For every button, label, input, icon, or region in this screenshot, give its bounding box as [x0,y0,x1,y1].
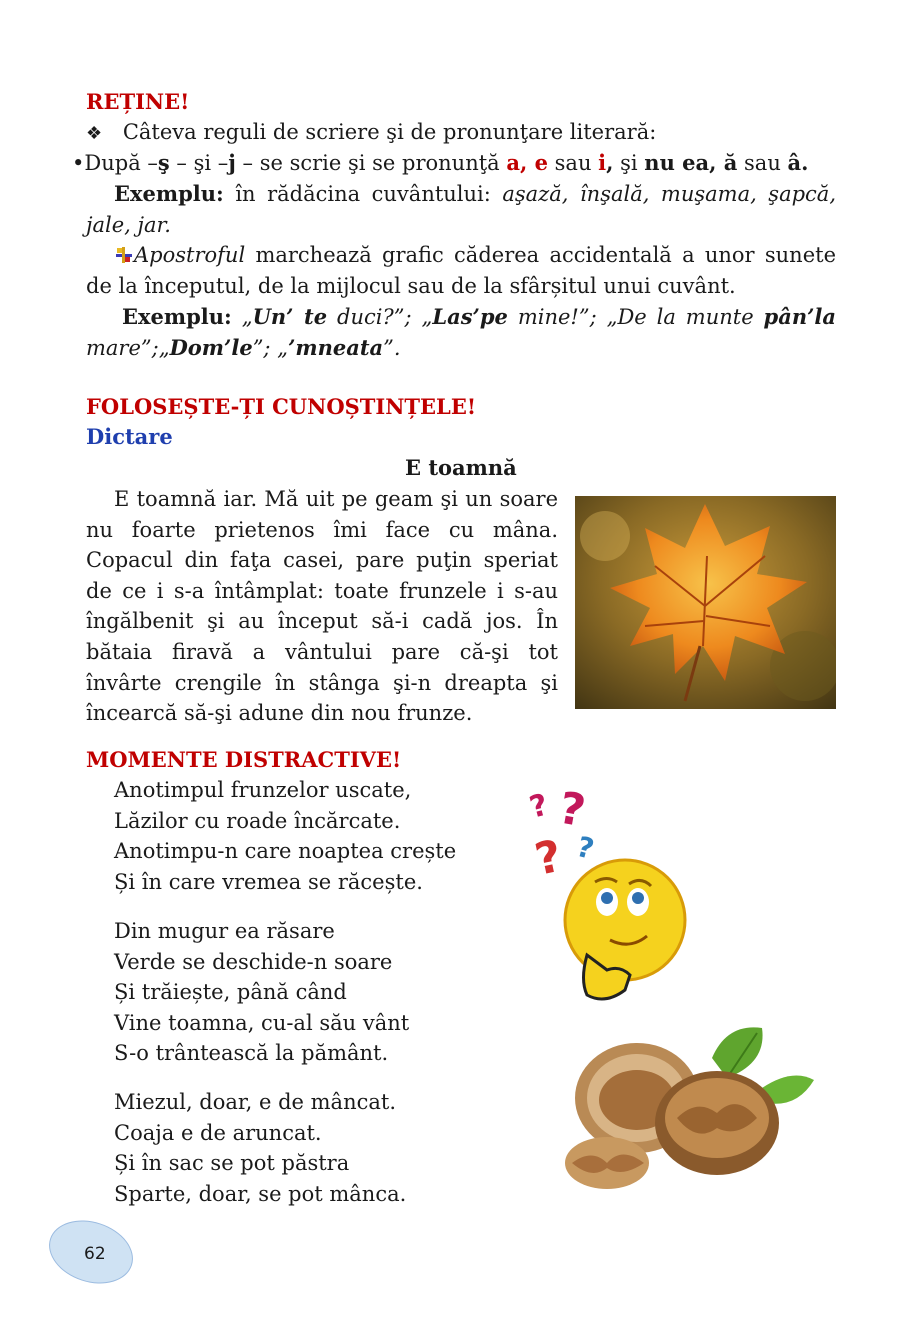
apostrophe-line2: de la începutul, de la mijlocul sau de la sfârșitul unui cuvânt. [86,274,736,298]
svg-text:?: ? [530,830,567,886]
poem-line: Verde se deschide-n soare [114,949,393,974]
dot-bullet-icon: • [72,151,85,175]
dictare-subheading: Dictare [86,424,173,449]
poem-line: Și trăiește, până când [114,980,347,1004]
example1-line2: jale, jar. [86,213,171,237]
poem-line: Anotimpul frunzelor uscate, [114,778,412,802]
foloseste-heading: FOLOSEȘTE-ȚI CUNOȘTINȚELE! [86,394,477,419]
poem-line: Miezul, doar, e de mâncat. [114,1090,396,1114]
momente-heading: MOMENTE DISTRACTIVE! [86,747,402,772]
poem-line: Lăzilor cu roade încărcate. [114,808,401,833]
poem-line: Din mugur ea răsare [114,919,335,943]
rule-line: •După –ş – şi –j – se scrie şi se pronunţă a, e sau i, şi nu ea, ă sau â. [72,150,809,175]
dictation-line: E toamnă iar. Mă uit pe geam şi un soare [114,487,558,511]
example1-line1: Exemplu: în rădăcina cuvântului: aşază, înşală, muşama, şapcă, [114,181,836,206]
poem-line: Anotimpu-n care noaptea crește [114,839,457,863]
dictation-text [86,484,558,729]
walnuts-image [552,1018,817,1193]
dictation-title: E toamnă [405,455,517,480]
dictation-line: de ce i s-a întâmplat: toate frunzele i s-au [86,578,558,603]
poem-line: Vine toamna, cu-al său vânt [114,1010,410,1035]
poem-line: Coaja e de aruncat. [114,1120,322,1145]
dictation-line: bătaia firavă a vântului pare că-şi tot [86,639,558,664]
example2-line2: mare”;„Dom’le”; „’mneata”. [86,335,401,360]
example2-line1: Exemplu: „Un’ te duci?”; „Las’pe mine!”; „De la munte pân’la [122,304,836,329]
poem-line: Și în sac se pot păstra [114,1151,350,1175]
cross-bullet-icon [114,243,134,263]
page-number: 62 [84,1244,106,1264]
poem-stanza-3 [114,1087,406,1209]
svg-text:?: ? [526,787,552,826]
poem-line: Sparte, doar, se pot mânca. [114,1181,407,1206]
svg-text:?: ? [555,782,590,838]
dictation-line: învârte crengile în stânga şi-n dreapta şi [86,670,558,695]
dictation-line: nu foarte prietenos îmi face cu mâna. [86,517,558,542]
dictation-line: încearcă să-şi adune din nou frunze. [86,701,473,726]
autumn-leaf-image [575,496,836,709]
poem-line: Și în care vremea se răcește. [114,869,423,894]
poem-line: S-o trântească la pământ. [114,1041,389,1065]
thinking-emoji-icon [525,780,695,1005]
retine-heading: REȚINE! [86,89,190,114]
diamond-bullet-icon: ❖ [86,123,103,144]
dictation-line: îngălbenit şi au început să-i cadă jos. În [86,609,558,634]
poem-stanza-1 [114,775,456,897]
rules-title-line [86,117,656,149]
dictation-line: Copacul din faţa casei, pare puţin speriat [86,548,558,573]
svg-text:?: ? [573,829,598,866]
apostrophe-line1: Apostroful marchează grafic căderea accidentală a unor sunete [114,240,836,271]
poem-stanza-2 [114,916,409,1069]
rules-title: Câteva reguli de scriere şi de pronunţare literară: [122,120,657,144]
